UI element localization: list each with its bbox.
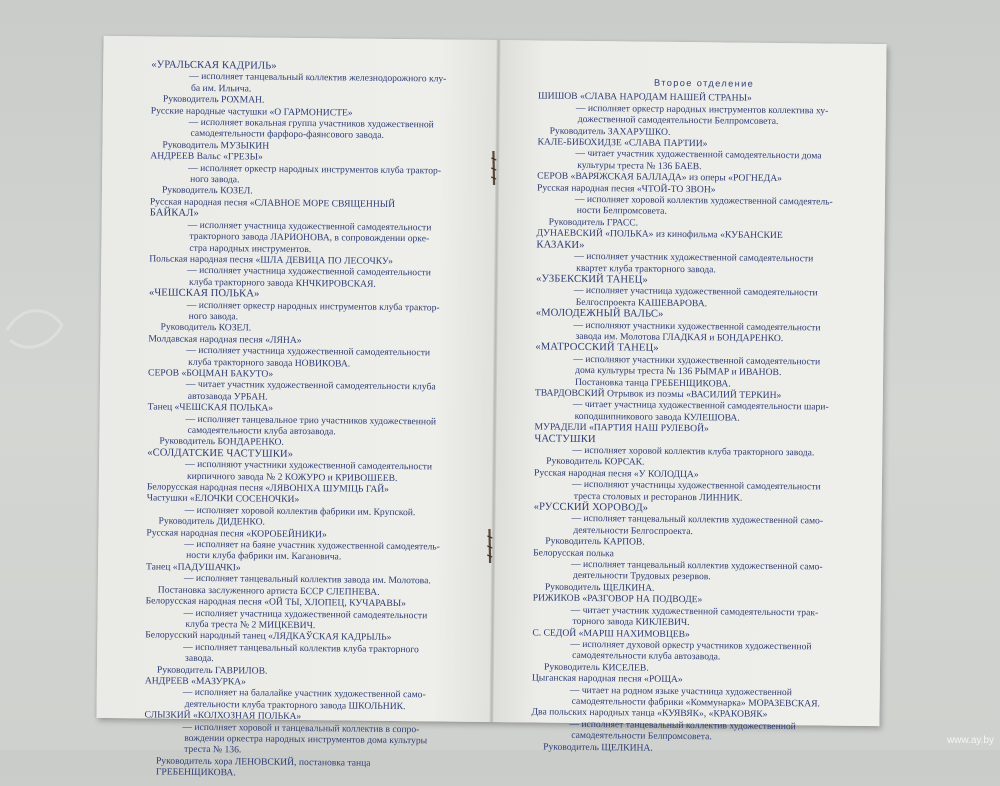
program-line: «ЧЕШСКАЯ ПОЛЬКА» bbox=[148, 287, 260, 300]
program-line: ТВАРДОВСКИЙ Отрывок из поэмы «ВАСИЛИЙ ТЕРКИН» bbox=[534, 387, 782, 402]
program-line: — исполняет танцевальный коллектив художественной само- bbox=[571, 513, 824, 527]
program-line: Частушки «ЕЛОЧКИ СОСЕНОЧКИ» bbox=[146, 492, 300, 506]
program-line: Русская народная песня «КОРОБЕЙНИКИ» bbox=[146, 527, 327, 540]
program-line: самодеятельности фарфоро-фаянсового завода. bbox=[190, 128, 385, 142]
right-page-text bbox=[531, 76, 860, 755]
program-line: самодеятельности Белпромсовета. bbox=[571, 730, 712, 743]
program-line: — исполняет оркестр народных инструментов клуба трактор- bbox=[186, 299, 440, 313]
program-line: клуба треста № 2 МИЦКЕВИЧ. bbox=[185, 618, 316, 632]
program-line: — исполняет танцевальный коллектив завода им. Молотова. bbox=[183, 573, 431, 587]
program-line: — читает участник художественной самодеятельности клуба bbox=[185, 379, 436, 393]
program-line: квартет клуба тракторного завода. bbox=[576, 262, 716, 275]
program-line: Два польских народных танца «КУЯВЯК», «КРАКОВЯК» bbox=[531, 706, 768, 721]
program-line: «РУССКИЙ ХОРОВОД» bbox=[533, 501, 649, 514]
program-line: АНДРЕЕВ Вальс «ГРЕЗЫ» bbox=[150, 150, 263, 163]
program-line: Руководитель ГРАСС. bbox=[548, 216, 639, 229]
right-page bbox=[491, 40, 886, 754]
program-line: Руководитель РОХМАН. bbox=[162, 93, 265, 106]
program-line: треста столовых и ресторанов ЛИННИК. bbox=[573, 490, 743, 504]
program-line: — исполняет хоровой и танцевальный коллектив в сопро- bbox=[182, 721, 420, 735]
program-line: — исполняет на балалайке участник художественной само- bbox=[182, 687, 426, 701]
program-line: АНДРЕЕВ «МАЗУРКА» bbox=[144, 675, 246, 688]
program-line: Руководитель КАРПОВ. bbox=[545, 535, 645, 548]
program-line: Цыганская народная песня «РОЩА» bbox=[531, 672, 683, 686]
program-line: Русская народная песня «У КОЛОДЦА» bbox=[533, 467, 699, 480]
program-line: Руководитель ДИДЕНКО. bbox=[158, 515, 265, 528]
program-line: Белгоспроекта КАШЕВАРОВА. bbox=[575, 296, 708, 309]
program-line: Польская народная песня «ШЛА ДЕВИЦА ПО ЛЕСОЧКУ» bbox=[149, 253, 393, 267]
program-line: — исполняют участники художественной самодеятельности bbox=[185, 459, 433, 473]
program-line: — читает участница художественной самодеятельности шари- bbox=[572, 399, 829, 413]
program-line: МУРАДЕЛИ «ПАРТИЯ НАШ РУЛЕВОЙ» bbox=[534, 421, 709, 435]
program-line: Руководитель ЩЕЛКИНА. bbox=[543, 741, 653, 754]
program-line: — читает участник художественной самодеятельности трак- bbox=[570, 604, 819, 619]
program-line: — исполняет участник художественной самодеятельности bbox=[574, 250, 814, 265]
program-line: «СОЛДАТСКИЕ ЧАСТУШКИ» bbox=[147, 447, 294, 460]
program-line: завода им. Молотова ГЛАДКАЯ и БОНДАРЕНКО. bbox=[575, 330, 784, 344]
program-line: торного завода КИКЛЕВИЧ. bbox=[572, 615, 690, 629]
program-line: — исполняют участники художественной самодеятельности bbox=[573, 353, 821, 368]
program-line: — исполняет танцевальный коллектив железнодорожного клу- bbox=[189, 71, 447, 85]
program-line: Руководитель ЩЕЛКИНА. bbox=[544, 581, 655, 594]
program-line: ного завода. bbox=[190, 173, 240, 186]
program-line: — исполняет хоровой коллектив фабрики им. Крупской. bbox=[184, 504, 416, 519]
program-line: Белорусская полька bbox=[533, 547, 614, 559]
program-line: — исполняет участница художественной самодеятельности bbox=[183, 607, 428, 621]
program-line: — исполняет танцевальный коллектив художественной само- bbox=[571, 558, 823, 573]
program-line: тракторного завода ЛАРИОНОВА, в сопровождении орке- bbox=[189, 230, 430, 245]
program-line: — исполняет участница художественной самодеятельности bbox=[573, 285, 818, 299]
program-line: Русская народная песня «СЛАВНОЕ МОРЕ СВЯЩЕННЫЙ bbox=[149, 196, 396, 210]
program-line: ного завода. bbox=[188, 310, 239, 323]
program-line: ности Белпромсовета. bbox=[576, 205, 667, 218]
program-line: деятельности Белгоспроекта. bbox=[573, 524, 693, 537]
program-line: Руководитель КОЗЕЛ. bbox=[161, 185, 253, 197]
program-line: Руководитель ЗАХАРУШКО. bbox=[549, 125, 671, 138]
program-line: «МОЛОДЕЖНЫЙ ВАЛЬС» bbox=[535, 307, 664, 320]
program-line: — исполняет танцевальный коллектив клуба тракторного bbox=[183, 641, 419, 655]
program-line: — исполняет хоровой коллектив художественной самодеятель- bbox=[574, 193, 833, 208]
program-line: — исполняет на баяне участник художественной самодеятель- bbox=[184, 538, 440, 553]
program-line: дожественной самодеятельности Белпромсовета. bbox=[577, 114, 779, 128]
program-line: — исполняет хоровой коллектив клуба тракторного завода. bbox=[572, 444, 815, 459]
program-line: треста № 136. bbox=[184, 744, 242, 756]
program-line: — исполняет танцевальный коллектив художественной bbox=[569, 718, 796, 732]
section-heading: Второе отделение bbox=[654, 77, 755, 89]
program-line: Постановка танца ГРЕБЕНЩИКОВА. bbox=[574, 376, 731, 390]
program-line: деятельности клуба тракторного завода ШКОЛЬНИК. bbox=[184, 698, 406, 712]
program-line: — исполняет вокальная группа участников художественной bbox=[188, 116, 434, 131]
program-line: СЛЫЗКИЙ «КОЛХОЗНАЯ ПОЛЬКА» bbox=[144, 709, 302, 723]
program-line: «МАТРОССКИЙ ТАНЕЦ» bbox=[535, 341, 659, 355]
program-line: культуры треста № 136 БАЕВ. bbox=[577, 159, 702, 173]
staple-bottom bbox=[485, 528, 494, 564]
right-page-lines bbox=[531, 91, 860, 756]
embossed-decoration bbox=[2, 300, 72, 360]
program-line: «УРАЛЬСКАЯ КАДРИЛЬ» bbox=[151, 59, 277, 72]
program-line: СЕРОВ «БОЦМАН БАКУТО» bbox=[148, 367, 274, 380]
program-line: вождении оркестра народных инструментов дома культуры bbox=[184, 732, 428, 747]
program-line: Белорусский народный танец «ЛЯДКАЎСКАЯ КАДРЫЛЬ» bbox=[145, 629, 392, 644]
program-line: — исполняет участница художественной самодеятельности bbox=[186, 344, 431, 359]
program-line: — исполняют участники художественной самодеятельности bbox=[573, 319, 821, 333]
program-line: коподшипникового завода КУЛЕШОВА. bbox=[574, 410, 740, 424]
program-line: КАЛЕ-БИБОХИДЗЕ «СЛАВА ПАРТИИ» bbox=[537, 136, 708, 150]
program-line: Танец «ПАДУШАЧКІ» bbox=[145, 561, 241, 574]
program-line: самодеятельности клуба автозавода. bbox=[187, 424, 336, 438]
program-line: завода. bbox=[185, 652, 214, 665]
program-line: Постановка заслуженного артиста БССР СЛЕПНЕВА. bbox=[157, 584, 380, 598]
program-line: — читает участник художественной самодеятельности дома bbox=[575, 148, 822, 162]
program-line: Руководитель хора ЛЕНОВСКИЙ, постановка танца bbox=[155, 755, 371, 769]
program-booklet bbox=[96, 36, 886, 779]
program-line: «УЗБЕКСКИЙ ТАНЕЦ» bbox=[536, 273, 648, 286]
program-line: стра народных инструментов. bbox=[189, 242, 312, 255]
program-line: ности клуба фабрики им. Кагановича. bbox=[186, 550, 342, 563]
program-line: Руководитель КОЗЕЛ. bbox=[160, 321, 252, 334]
program-line: ДУНАЕВСКИЙ «ПОЛЬКА» из кинофильма «КУБАНСКИЕ bbox=[536, 227, 783, 242]
program-line: — исполняет оркестр народных инструментов клуба трактор- bbox=[188, 162, 442, 177]
program-line: — исполняет участница художественной самодеятельности bbox=[187, 219, 432, 234]
program-line: Руководитель КИСЕЛЕВ. bbox=[543, 661, 649, 674]
program-line: — читает на родном языке участница художественной bbox=[569, 684, 792, 698]
program-line: дома культуры треста № 136 РЫМАР и ИВАНОВ. bbox=[575, 365, 782, 379]
program-line: ба им. Ильича. bbox=[190, 82, 252, 95]
program-line: самодеятельности фабрики «Коммунарка» МОРАЗЕВСКАЯ. bbox=[571, 695, 821, 710]
program-line: Белорусская народная песня «ОЙ ТЫ, ХЛОПЕЦ, КУЧАРАВЫ» bbox=[145, 595, 406, 610]
program-line: Танец «ЧЕШСКАЯ ПОЛЬКА» bbox=[147, 401, 274, 414]
program-line: Руководитель БОНДАРЕНКО. bbox=[159, 435, 284, 449]
program-line: — исполняет духовой оркестр участников художественной bbox=[570, 638, 812, 653]
program-line: — исполняет участница художественной самодеятельности bbox=[187, 265, 431, 279]
program-line: Белорусская народная песня «ЛЯВОНІХА ШУМІЦЬ ГАЙ» bbox=[146, 481, 390, 495]
program-line: РИЖИКОВ «РАЗГОВОР НА ПОДВОДЕ» bbox=[532, 592, 703, 606]
program-line: Руководитель МУЗЫКИН bbox=[162, 139, 270, 152]
program-line: — исполняют участницы художественной самодеятельности bbox=[571, 479, 821, 493]
left-page-text bbox=[144, 59, 482, 781]
program-line: Руководитель ГАВРИЛОВ. bbox=[156, 664, 268, 677]
left-page bbox=[96, 36, 498, 779]
program-line: Молдавская народная песня «ЛЯНА» bbox=[148, 333, 302, 346]
program-line: деятельности Трудовых резервов. bbox=[572, 570, 711, 583]
program-line: Русская народная песня «ЧТОЙ-ТО ЗВОН» bbox=[536, 182, 716, 195]
program-line: клуба тракторного завода КНЧКИРОВСКАЯ. bbox=[188, 276, 376, 290]
program-line: Руководитель КОРСАК. bbox=[546, 455, 645, 469]
program-line: клуба тракторного завода НОВИКОВА. bbox=[188, 356, 351, 370]
program-line: Русские народные частушки «О ГАРМОНИСТЕ» bbox=[150, 105, 353, 119]
program-line: самодеятельности клуба автозавода. bbox=[572, 650, 721, 663]
program-line: ГРЕБЕНЩИКОВА. bbox=[155, 766, 236, 779]
program-line: кирпичного завода № 2 КОЖУРО и КРИВОШЕЕВ. bbox=[186, 470, 398, 484]
program-line: ШИШОВ «СЛАВА НАРОДАМ НАШЕЙ СТРАНЫ» bbox=[537, 90, 752, 105]
program-line: ЧАСТУШКИ bbox=[534, 433, 596, 445]
program-line: — исполняет танцевальное трио участников художественной bbox=[185, 413, 437, 428]
program-line: КАЗАКИ» bbox=[536, 239, 585, 251]
program-line: БАЙКАЛ» bbox=[149, 207, 199, 220]
program-line: СЕРОВ «ВАРЯЖСКАЯ БАЛЛАДА» из оперы «РОГНЕДА» bbox=[537, 170, 783, 185]
program-line: — исполняет оркестр народных инструментов коллектива ху- bbox=[575, 102, 829, 117]
staple-top bbox=[489, 150, 498, 186]
watermark: www.ay.by bbox=[946, 735, 994, 746]
program-line: С. СЕДОЙ «МАРШ НАХИМОВЦЕВ» bbox=[532, 626, 690, 640]
program-line: автозавода УРБАН. bbox=[187, 390, 268, 403]
